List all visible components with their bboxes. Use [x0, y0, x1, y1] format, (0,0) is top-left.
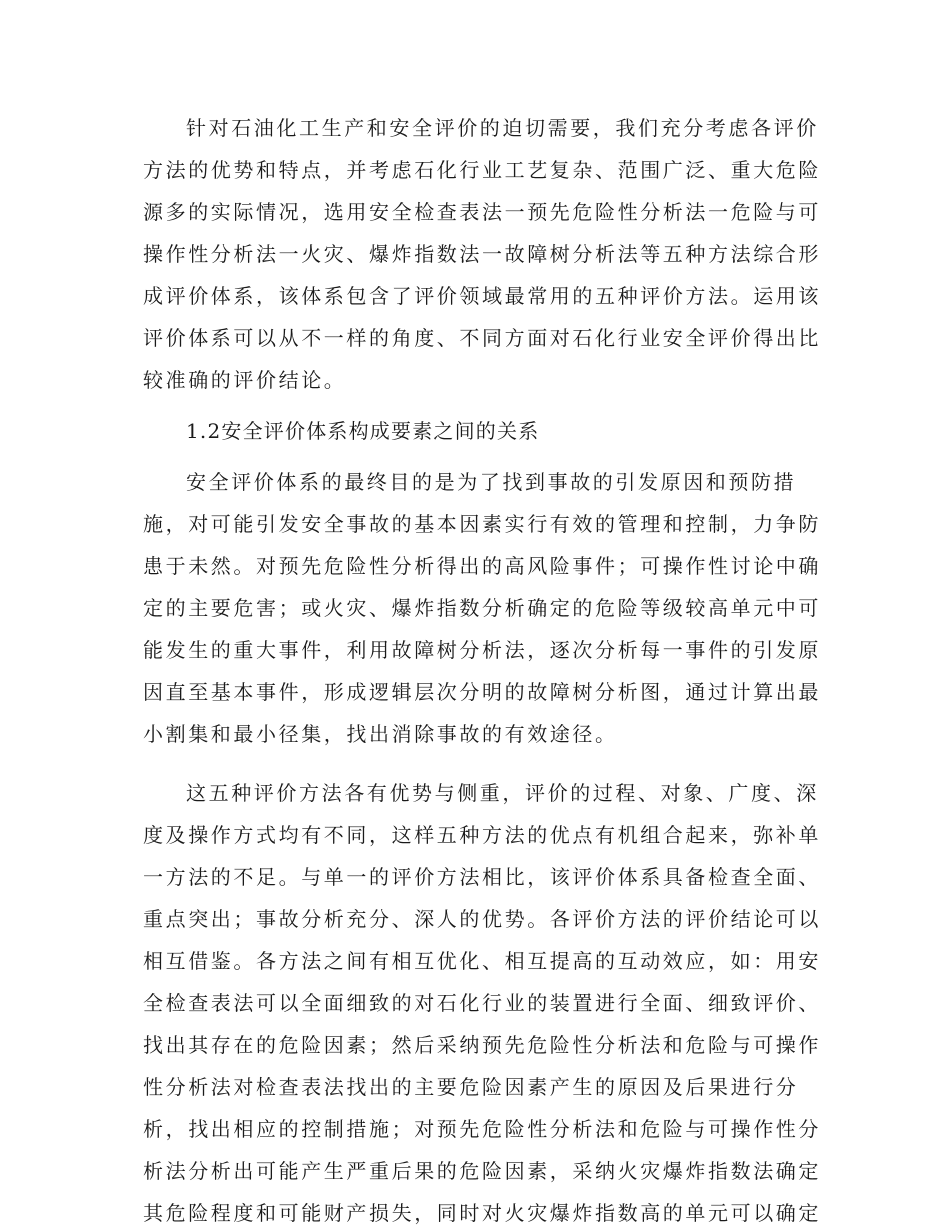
- paragraph-3-line-1: 这五种评价方法各有优势与侧重，评价的过程、对象、广度、深: [186, 781, 819, 805]
- paragraph-2-line-3: 患于未然。对预先危险性分析得出的高风险事件；可操作性讨论中确: [143, 554, 821, 578]
- paragraph-3-line-10: 析法分析出可能产生严重后果的危险因素，采纳火灾爆炸指数法确定: [143, 1159, 821, 1183]
- paragraph-3-line-2: 度及操作方式均有不同，这样五种方法的优点有机组合起来，弥补单: [143, 823, 821, 847]
- paragraph-3-line-9: 析，找出相应的控制措施；对预先危险性分析法和危险与可操作性分: [143, 1117, 821, 1141]
- paragraph-3-line-3: 一方法的不足。与单一的评价方法相比，该评价体系具备检查全面、: [143, 865, 821, 889]
- paragraph-3-line-8: 性分析法对检查表法找出的主要危险因素产生的原因及后果进行分: [143, 1075, 799, 1099]
- paragraph-2-line-2: 施，对可能引发安全事故的基本因素实行有效的管理和控制，力争防: [143, 512, 821, 536]
- paragraph-2-line-5: 能发生的重大事件，利用故障树分析法，逐次分析每一事件的引发原: [143, 638, 821, 662]
- paragraph-2-line-1: 安全评价体系的最终目的是为了找到事故的引发原因和预防措: [186, 470, 797, 494]
- paragraph-1-line-3: 源多的实际情况，选用安全检查表法一预先危险性分析法一危险与可: [143, 200, 821, 224]
- paragraph-3-line-6: 全检查表法可以全面细致的对石化行业的装置进行全面、细致评价、: [143, 991, 821, 1015]
- paragraph-1-line-1: 针对石油化工生产和安全评价的迫切需要，我们充分考虑各评价: [186, 116, 819, 140]
- paragraph-3-line-4: 重点突出；事故分析充分、深人的优势。各评价方法的评价结论可以: [143, 907, 821, 931]
- paragraph-2-line-7: 小割集和最小径集，找出消除事故的有效途径。: [143, 722, 618, 746]
- paragraph-3-line-5: 相互借鉴。各方法之间有相互优化、相互提高的互动效应，如：用安: [143, 949, 821, 973]
- paragraph-3-line-11: 其危险程度和可能财产损失，同时对火灾爆炸指数高的单元可以确定: [143, 1201, 821, 1225]
- paragraph-1-line-4: 操作性分析法一火灾、爆炸指数法一故障树分析法等五种方法综合形: [143, 242, 821, 266]
- paragraph-1-line-5: 成评价体系，该体系包含了评价领域最常用的五种评价方法。运用该: [143, 284, 821, 308]
- paragraph-1-line-2: 方法的优势和特点，并考虑石化行业工艺复杂、范围广泛、重大危险: [143, 158, 821, 182]
- paragraph-2-line-6: 因直至基本事件，形成逻辑层次分明的故障树分析图，通过计算出最: [143, 680, 821, 704]
- paragraph-3-line-7: 找出其存在的危险因素；然后采纳预先危险性分析法和危险与可操作: [143, 1033, 821, 1057]
- paragraph-2-line-4: 定的主要危害；或火灾、爆炸指数分析确定的危险等级较高单元中可: [143, 596, 821, 620]
- paragraph-1-line-6: 评价体系可以从不一样的角度、不同方面对石化行业安全评价得出比: [143, 326, 821, 350]
- section-heading: 1.2安全评价体系构成要素之间的关系: [186, 419, 540, 443]
- paragraph-1-line-7: 较准确的评价结论。: [143, 368, 347, 392]
